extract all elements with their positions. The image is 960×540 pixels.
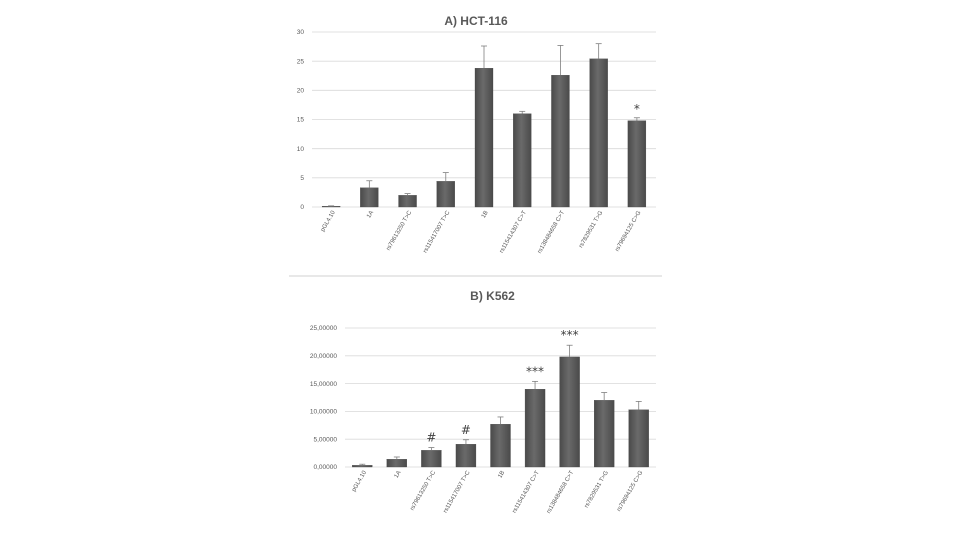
x-tick-label: rs79613250 T>C — [385, 210, 414, 252]
y-tick-label: 5,00000 — [313, 436, 337, 444]
bar — [513, 114, 531, 207]
x-tick-label: rs115417007 T>C — [422, 210, 452, 255]
bar — [421, 450, 441, 467]
y-tick-label: 5 — [300, 175, 304, 183]
significance-marker: * — [633, 101, 640, 116]
bar — [352, 465, 372, 467]
bar — [629, 410, 649, 467]
y-tick-label: 25,00000 — [309, 325, 337, 333]
x-tick-label: rs138484658 C>T — [546, 470, 576, 515]
x-tick-label: 1B — [480, 210, 490, 220]
y-tick-label: 15 — [296, 116, 304, 124]
chart-k562 — [310, 289, 656, 515]
x-tick-label: 1B — [497, 470, 507, 480]
x-tick-label: rs79694125 C>G — [614, 210, 643, 253]
x-tick-label: rs79613250 T>C — [409, 470, 438, 512]
bar — [594, 400, 614, 467]
bar — [456, 444, 476, 467]
significance-marker: # — [426, 430, 437, 445]
x-tick-label: rs79694125 C>G — [616, 470, 645, 513]
chart-title: B) K562 — [470, 289, 515, 303]
bar — [491, 424, 511, 467]
x-tick-label: pGL4.10 — [351, 470, 369, 493]
chart-title: A) HCT-116 — [444, 14, 508, 28]
bar — [475, 68, 493, 207]
y-tick-label: 25 — [296, 58, 304, 66]
y-tick-label: 0,00000 — [313, 464, 337, 472]
y-tick-label: 0 — [300, 204, 304, 212]
bar — [387, 459, 407, 467]
y-tick-label: 10,00000 — [309, 408, 337, 416]
bar — [628, 121, 646, 207]
y-tick-label: 30 — [296, 29, 304, 37]
bar — [360, 188, 378, 207]
significance-marker: *** — [526, 364, 545, 379]
x-tick-label: 1A — [393, 470, 403, 480]
y-tick-label: 20 — [296, 87, 304, 95]
significance-marker: *** — [560, 328, 579, 343]
bar — [399, 195, 417, 207]
x-tick-label: rs115414307 C>T — [498, 210, 528, 255]
bar — [551, 75, 569, 207]
chart-hct116 — [297, 14, 656, 255]
y-tick-label: 10 — [296, 145, 304, 153]
y-tick-label: 20,00000 — [309, 353, 337, 360]
x-tick-label: rs7829531 T>G — [578, 210, 605, 250]
bar — [560, 357, 580, 467]
y-tick-label: 15,00000 — [309, 380, 337, 388]
x-tick-label: rs7829531 T>G — [583, 470, 610, 510]
x-tick-label: rs115417007 T>C — [442, 470, 472, 515]
bar — [525, 389, 545, 467]
x-tick-label: pGL4.10 — [320, 210, 337, 233]
x-tick-label: rs115414307 C>T — [511, 470, 541, 515]
bar — [437, 181, 455, 207]
x-tick-label: 1A — [366, 210, 376, 220]
significance-marker: # — [460, 422, 471, 437]
bar — [590, 59, 608, 207]
x-tick-label: rs138484658 C>T — [536, 210, 567, 255]
